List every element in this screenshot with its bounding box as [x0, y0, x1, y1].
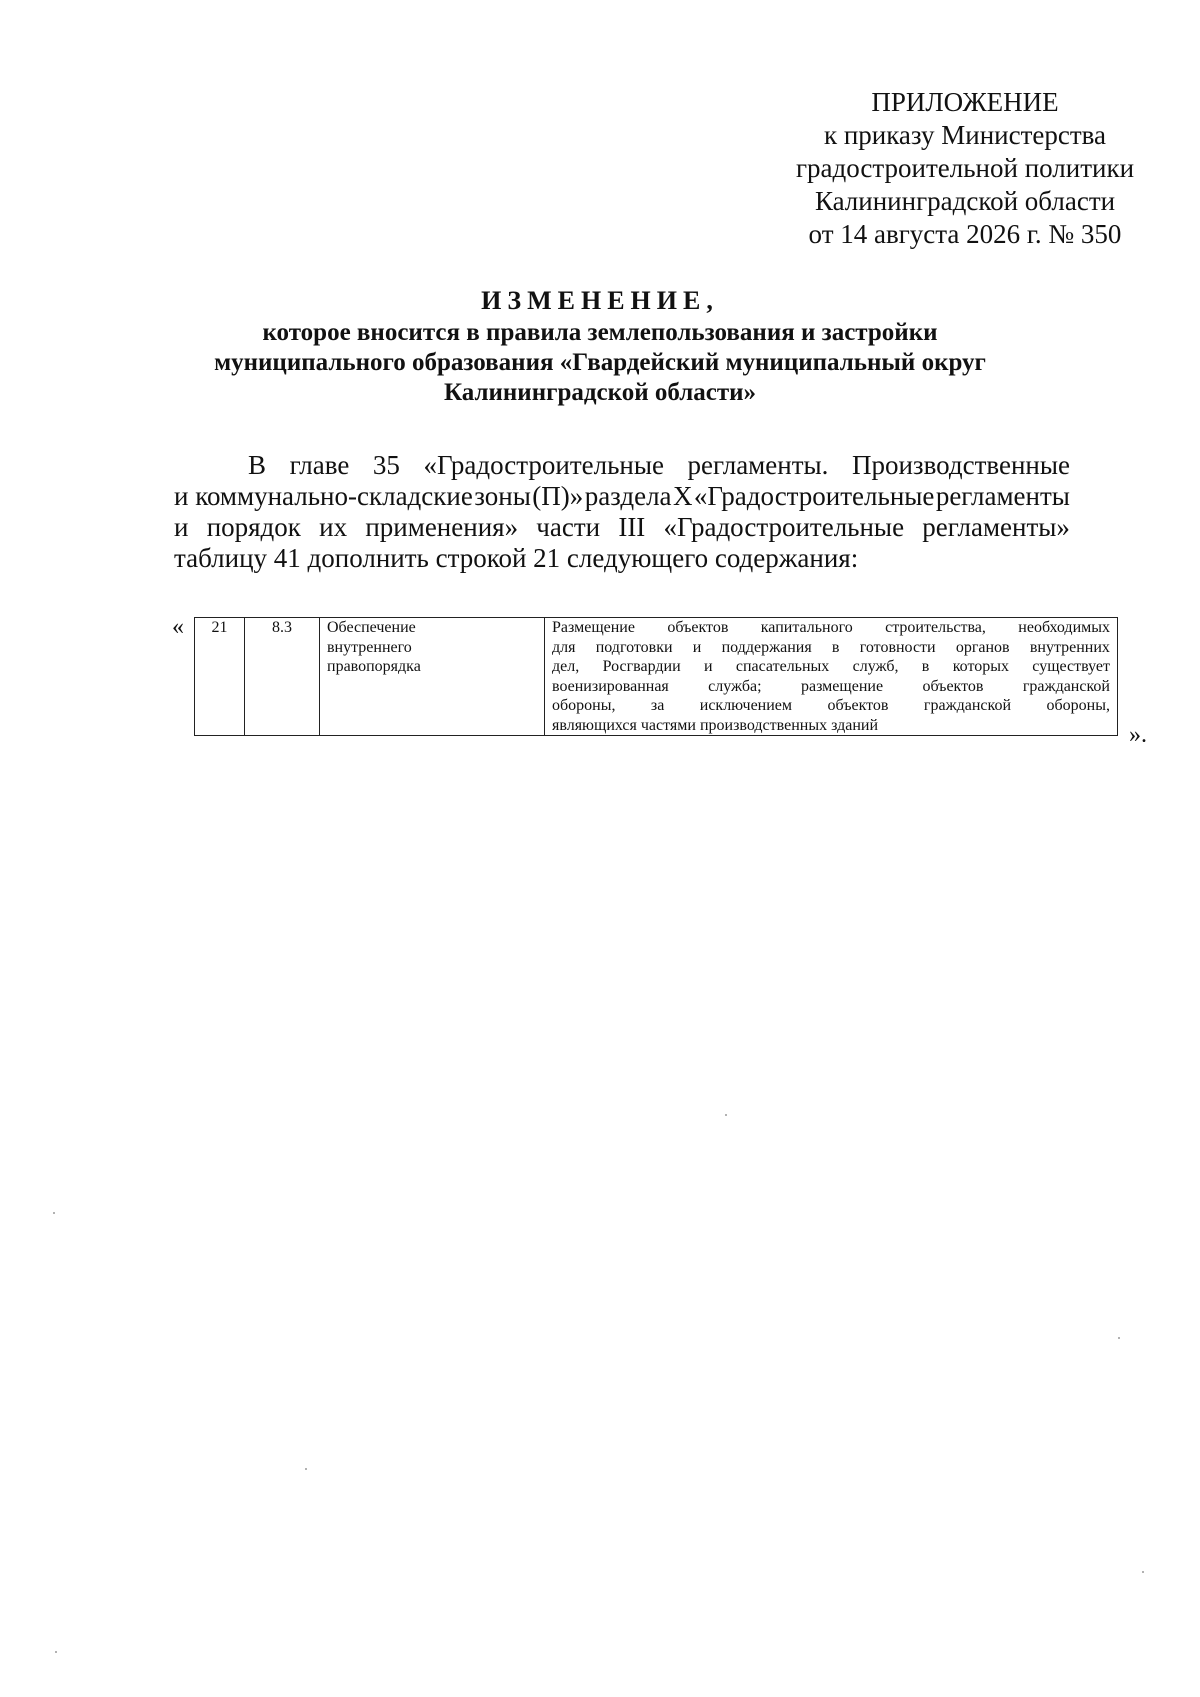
- row-number-cell: 21: [195, 618, 245, 736]
- word: необходимых: [1018, 619, 1110, 636]
- word: в: [921, 658, 930, 675]
- name-line: внутреннего: [327, 638, 412, 656]
- word: в: [831, 638, 840, 656]
- description-line: [552, 677, 1110, 697]
- word: для: [552, 638, 576, 656]
- word: гражданской: [1022, 677, 1110, 695]
- word: В: [248, 450, 267, 480]
- word: за: [650, 697, 665, 714]
- appendix-title: ПРИЛОЖЕНИЕ: [871, 87, 1059, 117]
- description-cell: [545, 618, 1118, 736]
- closing-quote: ».: [1129, 722, 1147, 748]
- word: главе: [289, 450, 350, 480]
- word: и: [174, 512, 189, 542]
- word: органов: [955, 638, 1010, 656]
- scan-speck: [53, 1212, 55, 1214]
- scan-speck: [1118, 1337, 1120, 1339]
- word: III: [618, 512, 646, 542]
- word: X: [672, 481, 693, 511]
- scan-speck: [55, 1651, 57, 1653]
- word: регламенты: [935, 481, 1070, 511]
- code-cell: 8.3: [245, 618, 320, 736]
- word: обороны,: [1046, 697, 1110, 714]
- appendix-ministry: градостроительной политики: [795, 153, 1135, 183]
- word: применения»: [365, 512, 519, 542]
- name-line: Обеспечение: [327, 619, 416, 636]
- paragraph-line: [174, 481, 1070, 512]
- word: поддержания: [721, 638, 812, 656]
- word: дел,: [552, 658, 580, 675]
- word: гражданской: [923, 697, 1012, 714]
- appendix-date-number: от 14 августа 2026 г. № 350: [808, 219, 1122, 249]
- word: обороны,: [552, 697, 616, 714]
- word: и коммунально-складские: [174, 481, 473, 511]
- description-line: [552, 638, 1110, 658]
- description-line: [552, 696, 1110, 716]
- word: служба;: [708, 677, 762, 695]
- amendment-table: [194, 617, 1118, 736]
- word: регламенты.: [687, 450, 829, 480]
- word: объектов: [827, 697, 889, 714]
- title-line-2: муниципального образования «Гвардейский муниципальный округ: [214, 349, 986, 376]
- word: строительства,: [885, 619, 986, 636]
- description-line: [552, 618, 1110, 638]
- word: капитального: [760, 619, 853, 636]
- word: существует: [1032, 658, 1110, 675]
- name-cell: [320, 618, 545, 736]
- word: их: [319, 512, 348, 542]
- title-line-1: которое вносится в правила землепользования и застройки: [262, 319, 938, 346]
- word: являющихся частями производственных зданий: [552, 716, 879, 734]
- word: зоны: [474, 481, 531, 511]
- word: «Градостроительные: [693, 481, 935, 511]
- word: Производственные: [851, 450, 1070, 480]
- word: «Градостроительные: [423, 450, 664, 480]
- title-heading: ИЗМЕНЕНИЕ,: [481, 286, 719, 315]
- appendix-region: Калининградской области: [814, 186, 1116, 216]
- word: 35: [372, 450, 400, 480]
- name-line: правопорядка: [327, 658, 421, 675]
- word: части: [536, 512, 601, 542]
- word: Размещение: [552, 619, 635, 636]
- scan-speck: [1142, 1571, 1144, 1573]
- word: которых: [952, 658, 1009, 675]
- word: «Градостроительные: [663, 512, 905, 542]
- word: раздела: [584, 481, 672, 511]
- paragraph-line: [174, 512, 1070, 543]
- word: исключением: [699, 697, 793, 714]
- word: объектов: [667, 619, 729, 636]
- paragraph-line: таблицу 41 дополнить строкой 21 следующего содержания:: [174, 543, 859, 573]
- word: Росгвардии: [602, 658, 681, 675]
- body-paragraph: [174, 450, 1070, 574]
- scan-speck: [305, 1468, 307, 1470]
- word: служб,: [852, 658, 899, 675]
- description-line: [552, 657, 1110, 677]
- word: спасательных: [735, 658, 830, 675]
- description-line: [552, 716, 1110, 736]
- appendix-order-ref: к приказу Министерства: [823, 120, 1107, 150]
- word: порядок: [206, 512, 301, 542]
- word: размещение: [800, 677, 884, 695]
- word: внутренних: [1029, 638, 1110, 656]
- word: и: [703, 658, 713, 675]
- appendix-header: [770, 86, 1160, 251]
- word: готовности: [859, 638, 936, 656]
- word: военизированная: [552, 677, 669, 695]
- word: подготовки: [595, 638, 673, 656]
- word: (П)»: [532, 481, 584, 511]
- word: регламенты»: [922, 512, 1070, 542]
- opening-quote: «: [172, 614, 184, 640]
- word: и: [692, 638, 702, 656]
- scan-speck: [725, 1114, 727, 1116]
- table-row: [195, 618, 1118, 736]
- title-line-3: Калининградской области»: [443, 379, 757, 406]
- paragraph-line: [174, 450, 1070, 481]
- word: объектов: [922, 677, 984, 695]
- document-title: [130, 284, 1070, 408]
